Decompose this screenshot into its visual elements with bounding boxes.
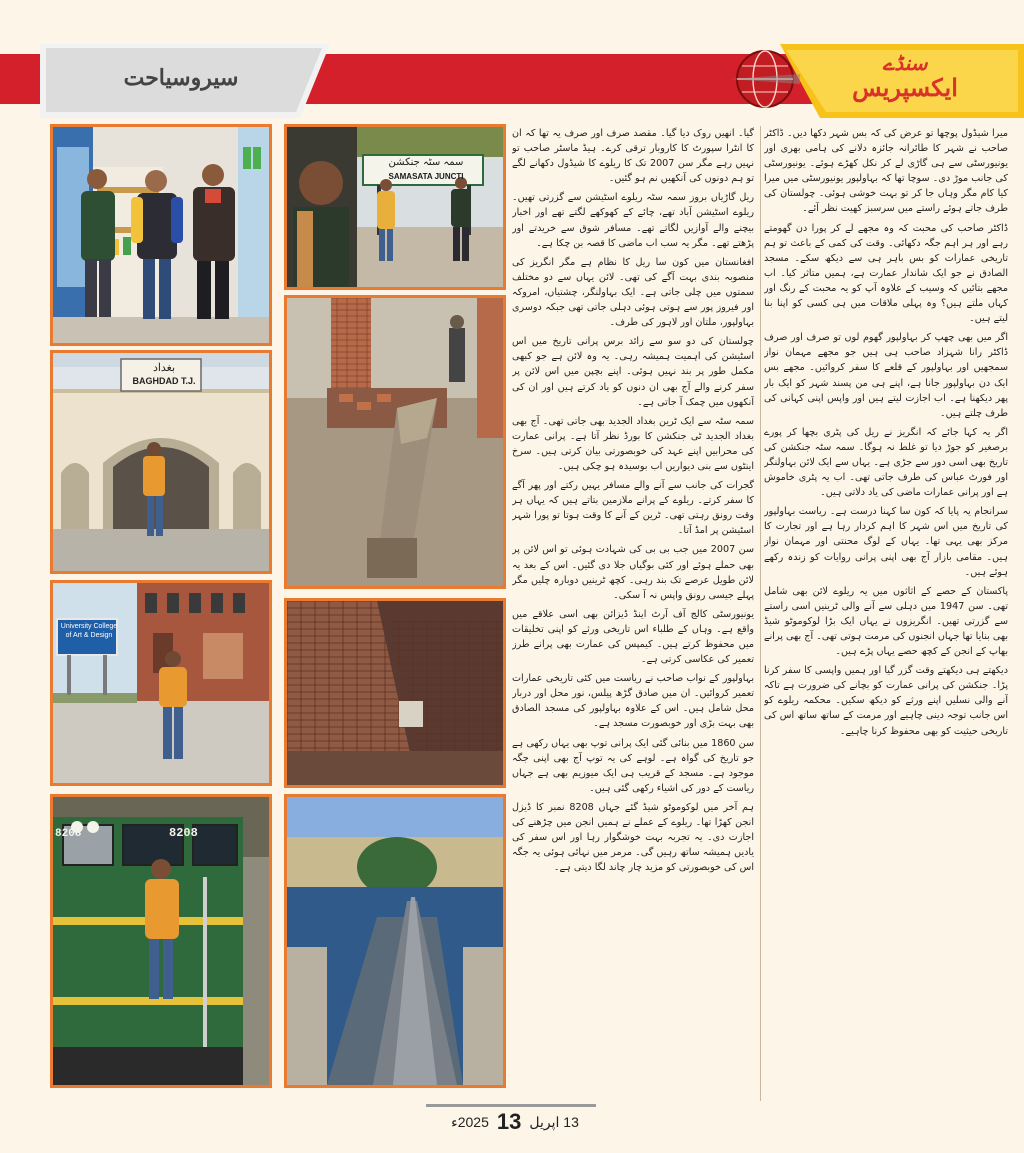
station-sign-latin: SAMASATA JUNCTI <box>388 172 464 181</box>
photo-brick-wall-corner <box>284 598 506 788</box>
photo-samasata-junction-sign <box>284 124 506 290</box>
paragraph: گجرات کی جانب سے آنے والے مسافر یہیں رکتے اور پھر آگے کا سفر کرتے۔ ریلوے کے پرانے ملازمین بتاتے ہیں کہ یہاں ہر وقت رونق رہتی تھی۔ ٹرین کے آنے کا وقت ہوتا تو پورا شہر اسٹیشن پر امڈ آتا۔ <box>512 480 754 537</box>
paragraph: اگر میں بھی چھپ کر بہاولپور گھوم لوں تو صرف اور صرف ڈاکٹر رانا شہزاد صاحب ہی ہیں جو مجھے مہمان نواز سمجھیں اور بہاولپور کے قلعے کا سفر کروائیں۔ مجھے بس ایک دن بہاولپور جانا ہے، اپنے ہی من پسند شہر کو ایک بار پھر دیکھنا ہے۔ اب اجازت لیتے ہیں اور واپس اپنی کہانی کی طرف چلتے ہیں۔ <box>764 332 1008 419</box>
paragraph: سن 1860 میں بنائی گئی ایک پرانی توپ بھی یہاں رکھی ہے جو تاریخ کی گواہ ہے۔ لوہے کی یہ توپ آج بھی اپنی جگہ موجود ہے۔ مسجد کے قریب ہی ایک میوزیم بھی ہے جہاں ریاست کے دور کی اشیاء رکھی گئی ہیں۔ <box>512 737 754 794</box>
station-sign <box>366 156 486 186</box>
paragraph: سرانجام یہ پایا کہ کون سا کہنا درست ہے۔ ریاست بہاولپور کی تاریخ میں اس شہر کا اہم کردار رہا ہے اور تجارت کا مرکز بھی یہی تھا۔ یہاں کے لوگ محنتی اور مہمان نواز ہیں۔ مقامی بازار آج بھی اپنی پرانی روایات کو زندہ رکھے ہوئے ہیں۔ <box>764 506 1008 578</box>
footer-rule <box>426 1104 596 1107</box>
newspaper-logo <box>820 52 990 112</box>
page-number: 13 <box>496 1109 522 1134</box>
loco-number-right: 8208 <box>169 826 198 840</box>
article-column-left <box>512 126 754 1101</box>
paragraph: اگر یہ کہا جائے کہ انگریز نے ریل کی پٹری بچھا کر پورے برصغیر کو جوڑ دیا تو غلط نہ ہوگا۔ سمہ سٹہ جنکشن کی تاریخ بھی اسی دور سے جڑی ہے۔ یہاں سے ایک لائن بہاولنگر اور فورٹ عباس کی طرف جاتی تھی۔ اب یہ پٹری خاموش ہے اور پرانی عمارات ماضی کی یاد دلاتی ہیں۔ <box>764 426 1008 499</box>
paragraph: گیا۔ انھیں روک دیا گیا۔ مقصد صرف اور صرف یہ تھا کہ ان کا انٹرا سپورٹ کا کاروبار ترقی کرے۔ ہیڈ ماسٹر صاحب تو نہیں رہے مگر سن 2007 تک کا ریلوے کا شیڈول دکھانے لگے تو ہم دونوں کی آنکھیں نم ہو گئیں۔ <box>512 128 754 185</box>
paragraph: میرا شیڈول پوچھا تو عرض کی کہ بس شہر دکھا دیں۔ ڈاکٹر صاحب نے شہر کا طائرانہ جائزہ دلانے کی ہامی بھری اور یونیورسٹی سے ہی گاڑی لے کر نکل کھڑے ہوئے۔ یونیورسٹی کی جانب موڑ دی۔ سوچا تھا کہ بہاولپور یونیورسٹی میں میرا کیا کام مگر وہاں جا کر تو بہت خوشی ہوئی۔ چولستان کی طرف جاتے ہوئے راستے میں سرسبز کھیت نظر آئے۔ <box>764 128 1008 215</box>
paragraph: سمہ سٹہ سے ایک ٹرین بغداد الجدید بھی جاتی تھی۔ آج بھی بغداد الجدید ٹی جنکشن کا بورڈ نظر آتا ہے۔ پرانی عمارت کی محرابیں اپنے عہد کی خوبصورتی بیان کرتی ہیں۔ سرخ اینٹوں سے بنی دیواریں اب بوسیدہ ہو چکی ہیں۔ <box>512 415 754 472</box>
paragraph: ریل گاڑیاں بروز سمہ سٹہ ریلوے اسٹیشن سے گزرتی تھیں۔ ریلوے اسٹیشن آباد تھے، چائے کے کھوکھے لگتے تھے اور اخبار بیچنے والے آوازیں لگاتے تھے۔ مسافر شوق سے خریدتے اور پڑھتے تھے۔ مگر یہ سب اب ماضی کا قصہ بن چکا ہے۔ <box>512 192 754 249</box>
paragraph: بہاولپور کے نواب صاحب نے ریاست میں کئی تاریخی عمارات تعمیر کروائیں۔ ان میں صادق گڑھ پیلس، نور محل اور دربار محل شامل ہیں۔ اس کے علاوہ بہاولپور کی مسجد الصادق بھی بہت بڑی اور خوبصورت مسجد ہے۔ <box>512 673 754 730</box>
photo-baghdad-station <box>50 350 272 574</box>
article-column-right <box>764 126 1008 1101</box>
photo-old-cannon <box>284 794 506 1088</box>
baghdad-sign-urdu: بغداد <box>152 362 176 374</box>
station-sign-urdu: سمہ سٹہ جنکشن <box>388 157 464 168</box>
logo-top-word: سنڈے <box>882 51 928 75</box>
paragraph: چولستان کی دو سو سے زائد برس پرانی تاریخ میں اس اسٹیشن کی اہمیت ہمیشہ رہی۔ یہ وہ لائن ہے جو کبھی مکمل طور پر بند نہیں ہوئی۔ اپنے بچپن میں اس لائن پر سفر کرنے والے آج بھی ان دنوں کو یاد کرتے ہیں اور ان کی آنکھوں میں چمک آ جاتی ہے۔ <box>512 336 754 408</box>
column-divider <box>760 126 761 1101</box>
loco-number-left: 8208 <box>55 828 82 840</box>
photo-bricks-and-pillar <box>284 295 506 589</box>
photo-locomotive <box>50 794 272 1088</box>
photo-shop-three-men <box>50 124 272 346</box>
paragraph: ہم آخر میں لوکوموٹو شیڈ گئے جہاں 8208 نمبر کا ڈیزل انجن کھڑا تھا۔ ریلوے کے عملے نے ہمیں انجن میں چڑھنے کی اجازت دی۔ یہ تجربہ بہت خوشگوار رہا اور اس سفر کی یادیں ہمیشہ ساتھ رہیں گی۔ مرمر میں نہائی ہوئی یہ جگہ اس کی خوبصورتی کو مزید چار چاند لگا دیتی ہے۔ <box>512 801 754 874</box>
paragraph: دیکھتے ہی دیکھتے وقت گزر گیا اور ہمیں واپسی کا سفر کرنا پڑا۔ جنکشن کی پرانی عمارت کو بچانے کی ضرورت ہے تاکہ آنے والی نسلیں اپنے ورثے کو دیکھ سکیں۔ محکمہ ریلوے کو اس جانب توجہ دینی چاہیے اور مرمت کے ساتھ ساتھ اس کی تاریخی حیثیت کو بھی محفوظ کرنا چاہیے۔ <box>764 665 1008 737</box>
baghdad-sign-latin: BAGHDAD T.J. <box>132 376 196 386</box>
page-footer <box>440 1108 590 1136</box>
footer-year: 2025ء <box>451 1113 489 1130</box>
footer-date: 13 اپریل <box>529 1113 579 1130</box>
logo-bottom-word: ایکسپریس <box>852 73 958 102</box>
paragraph: افغانستان میں کون سا ریل کا نظام ہے مگر انگریز کی منصوبہ بندی بہت آگے کی تھی۔ لائن یہاں سے دو مختلف سمتوں میں چلی جاتی ہے۔ ایک بہاولنگر، چشتیاں، امروکہ اور فیروز پور سے ہوتی ہوئی دہلی جاتی تھی جبکہ دوسری بہاولپور، ملتان اور لاہور کی طرف۔ <box>512 256 754 329</box>
globe-logo-icon <box>730 44 800 114</box>
paragraph: ڈاکٹر صاحب کی محبت کہ وہ مجھے لے کر پورا دن گھومتے رہے اور ہر اہم جگہ دکھائی۔ وقت کی کمی کے باعث تو ہم تاریخی عمارات کو بس باہر ہی سے دیکھ سکے۔ مسجد الصادق نے جو ایک شاندار عمارت ہے، ہمیں متاثر کیا۔ اب مجھے بتائیں کہ وسیب کے علاوہ آپ کو یہ محبت کے رنگ اور کہاں ملتے ہیں؟ وہ پہلی ملاقات میں ہی کسی کو اپنا بنا لیتے ہیں۔ <box>764 222 1008 325</box>
college-sign: University College of Art & Design <box>60 623 118 639</box>
paragraph: پاکستان کے حصے کے اثاثوں میں یہ ریلوے لائن بھی شامل تھی۔ سن 1947 میں دہلی سے آنے والی ٹرینیں اسی راستے سے گزرتی تھیں۔ انگریزوں نے یہاں ایک بڑا لوکوموٹو شیڈ بھی بنایا تھا جہاں انجنوں کی مرمت ہوتی تھی۔ آج بھی پرانے بھاپ کے انجن کے کچھ حصے یہاں پڑے ہیں۔ <box>764 585 1008 658</box>
paragraph: سن 2007 میں جب بی بی کی شہادت ہوئی تو اس لائن پر بھی حملے ہوئے اور کئی بوگیاں جلا دی گئیں۔ اس کے بعد یہ لائن طویل عرصے تک بند رہی۔ کچھ ٹرینیں دوبارہ چلیں مگر پہلے جیسی رونق واپس نہ آ سکی۔ <box>512 544 754 601</box>
paragraph: یونیورسٹی کالج آف آرٹ اینڈ ڈیزائن بھی اسی علاقے میں واقع ہے۔ وہاں کے طلباء اس تاریخی ورثے کو اپنی تخلیقات میں محفوظ کرتے ہیں۔ کیمپس کی عمارت بھی پرانے طرز تعمیر کی عکاسی کرتی ہے۔ <box>512 608 754 666</box>
section-title: سیروسیاحت <box>123 65 239 91</box>
photo-art-college <box>50 580 272 786</box>
baghdad-sign <box>124 362 204 392</box>
